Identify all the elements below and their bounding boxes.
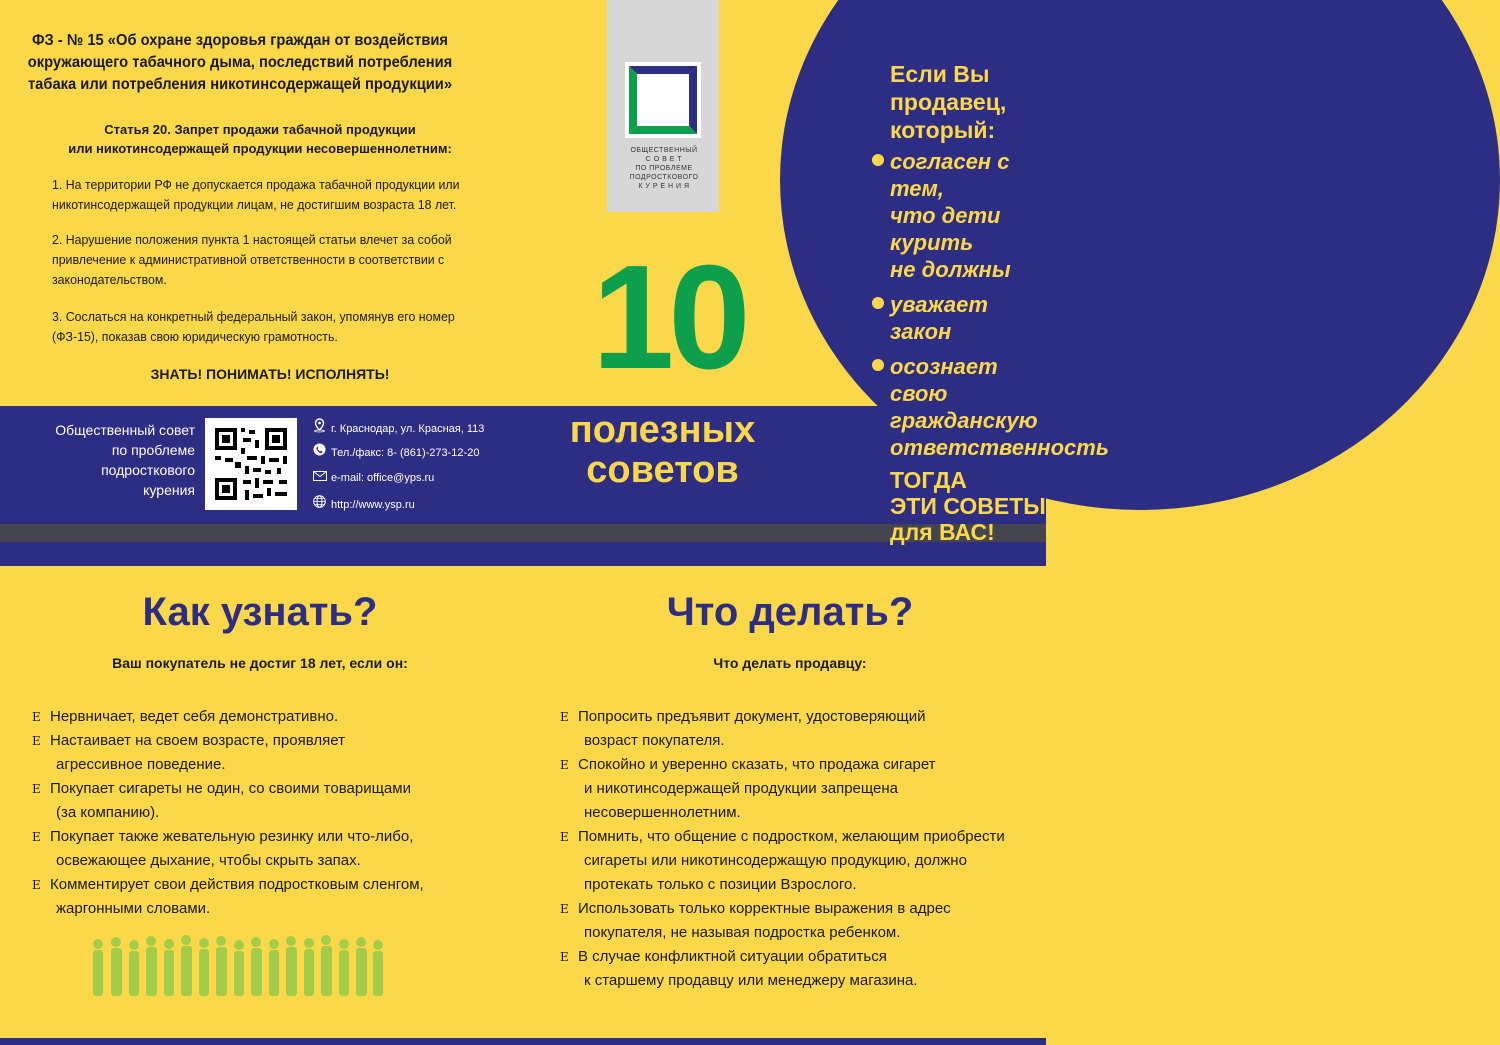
phone-icon xyxy=(313,443,331,460)
qr-code[interactable] xyxy=(205,418,297,510)
council-logo xyxy=(625,62,701,138)
fold-divider-blue xyxy=(0,542,1046,566)
list-item: E Попросить предъявит документ, удостоверяющий возраст покупателя. xyxy=(560,705,1040,753)
article-line-2: или никотинсодержащей продукции несовершеннолетним: xyxy=(68,141,452,156)
list-marker-icon: E xyxy=(32,830,41,844)
bullet-dot-icon xyxy=(872,297,884,309)
globe-icon xyxy=(313,495,331,512)
list-item: E Помнить, что общение с подростком, желающим приобрести сигареты или никотинсодержащую продукцию, должно протекать только с позиции Взрослого. xyxy=(560,825,1040,897)
list-marker-icon: E xyxy=(32,734,41,748)
bullet-dot-icon xyxy=(872,359,884,371)
law-paragraph-1: 1. На территории РФ не допускается продажа табачной продукции или никотинсодержащей продукции лицам, не достигшим возраста 18 лет. xyxy=(52,177,460,212)
seller-item-1: согласен с тем, что дети курить не должны xyxy=(890,148,1050,283)
list-item: E Нервничает, ведет себя демонстративно. xyxy=(32,705,502,729)
contact-email[interactable]: e-mail: office@yps.ru xyxy=(313,469,434,486)
headline-number: 10 xyxy=(592,235,745,400)
contact-website[interactable]: http://www.ysp.ru xyxy=(313,495,415,513)
list-item: E Настаивает на своем возрасте, проявляет агрессивное поведение. xyxy=(32,729,502,777)
envelope-icon xyxy=(313,469,331,485)
contact-address: г. Краснодар, ул. Красная, 113 xyxy=(313,418,484,437)
list-marker-icon: E xyxy=(560,950,569,964)
list-item: E Покупает также жевательную резинку или что-либо, освежающее дыхание, чтобы скрыть запах. xyxy=(32,825,502,873)
article-heading xyxy=(40,120,480,158)
logo-square-icon xyxy=(625,62,701,138)
list-marker-icon: E xyxy=(32,878,41,892)
law-title: ФЗ - № 15 «Об охране здоровья граждан от воздействия окружающего табачного дыма, последствий потребления табака или потребления никотинсодержащей продукции» xyxy=(27,32,453,93)
law-paragraph-3: 3. Сослаться на конкретный федеральный закон, упомянув его номер (ФЗ-15), показав свою юридическую грамотность. xyxy=(52,309,455,344)
seller-item-3: осознает свою гражданскую ответственность xyxy=(890,353,1050,461)
how-to-know-title: Как узнать? xyxy=(142,590,378,634)
article-line-1: Статья 20. Запрет продажи табачной продукции xyxy=(104,122,416,137)
seller-panel: Если Вы продавец, который: согласен с тем, что дети курить не должны уважает закон осознает свою гражданскую ответственность ТОГДА ЭТИ СОВЕТЫ для ВАС! xyxy=(890,60,1050,545)
list-item: E Использовать только корректные выражения в адрес покупателя, не называя подростка ребенком. xyxy=(560,897,1040,945)
bullet-dot-icon xyxy=(872,154,884,166)
list-item: E Покупает сигареты не один, со своими товарищами (за компанию). xyxy=(32,777,502,825)
what-to-do-title: Что делать? xyxy=(666,590,914,634)
location-pin-icon xyxy=(313,418,331,436)
list-marker-icon: E xyxy=(560,830,569,844)
how-to-know-subtitle: Ваш покупатель не достиг 18 лет, если он: xyxy=(112,655,408,671)
headline-text: полезных советов xyxy=(569,409,756,491)
qr-code-icon xyxy=(205,418,297,510)
seller-tail: ТОГДА ЭТИ СОВЕТЫ для ВАС! xyxy=(890,467,1046,545)
organization-name: Общественный совет по проблеме подросткового курения xyxy=(55,422,195,498)
list-item: E Спокойно и уверенно сказать, что продажа сигарет и никотинсодержащей продукции запрещена несовершеннолетним. xyxy=(560,753,1040,825)
list-marker-icon: E xyxy=(560,758,569,772)
logo-caption: ОБЩЕСТВЕННЫЙ С О В Е Т ПО ПРОБЛЕМЕ ПОДРОСТКОВОГО К У Р Е Н И Я xyxy=(629,147,699,190)
list-item: E Комментирует свои действия подростковым сленгом, жаргонными словами. xyxy=(32,873,502,921)
how-to-know-list xyxy=(32,705,502,921)
list-marker-icon: E xyxy=(560,902,569,916)
contact-phone: Тел./факс: 8- (861)-273-12-20 xyxy=(313,443,479,461)
what-to-do-subtitle: Что делать продавцу: xyxy=(713,655,867,671)
list-marker-icon: E xyxy=(32,782,41,796)
motto: ЗНАТЬ! ПОНИМАТЬ! ИСПОЛНЯТЬ! xyxy=(150,366,390,382)
law-paragraph-2: 2. Нарушение положения пункта 1 настоящей статьи влечет за собой привлечение к административной ответственности в соответствии с законодательством. xyxy=(52,232,452,287)
what-to-do-list xyxy=(560,705,1040,993)
list-marker-icon: E xyxy=(560,710,569,724)
list-item: E В случае конфликтной ситуации обратиться к старшему продавцу или менеджеру магазина. xyxy=(560,945,1040,993)
bottom-border xyxy=(0,1038,1046,1045)
seller-item-2: уважает закон xyxy=(890,291,1050,345)
crowd-silhouette-icon xyxy=(88,932,388,998)
list-marker-icon: E xyxy=(32,710,41,724)
